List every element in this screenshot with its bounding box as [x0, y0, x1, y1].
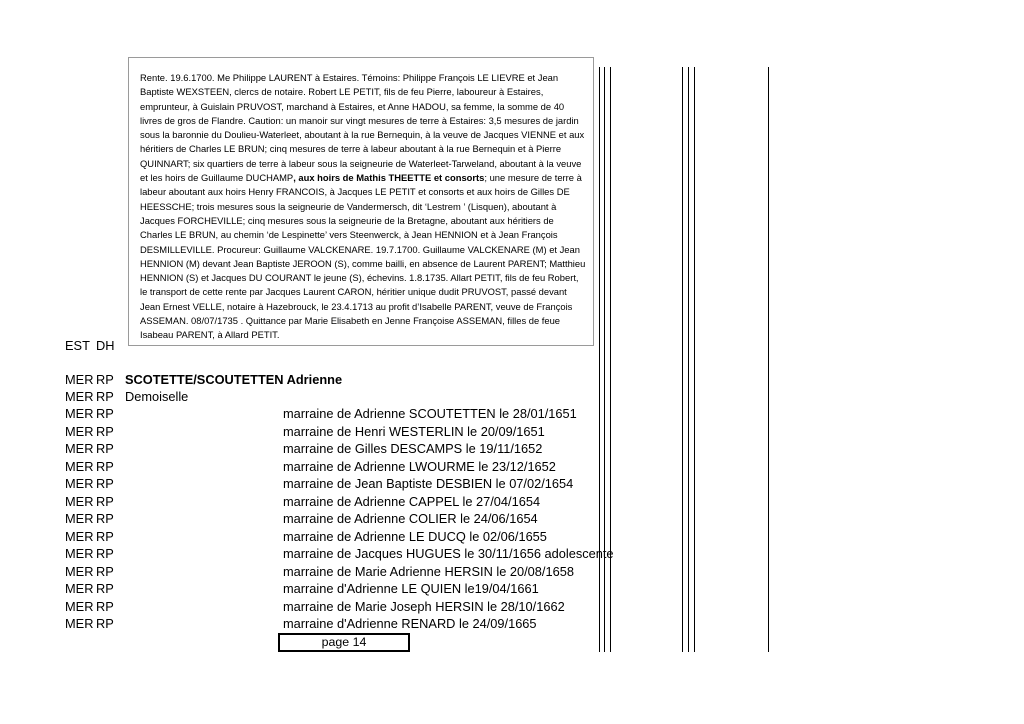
code-rp: RP — [96, 528, 114, 544]
entry-text: marraine d'Adrienne LE QUIEN le19/04/1661 — [283, 581, 539, 596]
entry-text: marraine de Adrienne COLIER le 24/06/1654 — [283, 511, 538, 526]
code-mer: MER — [65, 406, 94, 421]
code-mer: MER — [65, 493, 94, 509]
column-rule-3 — [610, 67, 611, 652]
person-title: Demoiselle — [125, 389, 189, 404]
column-rule-7 — [768, 67, 769, 652]
code-rp: RP — [96, 493, 114, 509]
code-rp: RP — [96, 372, 114, 387]
entry-text: marraine de Marie Adrienne HERSIN le 20/08/1658 — [283, 563, 574, 579]
code-mer: MER — [65, 389, 94, 404]
code-rp: RP — [96, 458, 114, 474]
entry-text: marraine de Jean Baptiste DESBIEN le 07/02/1654 — [283, 476, 574, 491]
entry-text: marraine de Henri WESTERLIN le 20/09/1651 — [283, 423, 545, 439]
code-mer: MER — [65, 476, 94, 491]
code-rp: RP — [96, 546, 114, 561]
code-mer: MER — [65, 372, 94, 387]
entry-text: marraine de Adrienne LWOURME le 23/12/1652 — [283, 458, 556, 474]
code-rp: RP — [96, 476, 114, 491]
entry-text: marraine de Gilles DESCAMPS le 19/11/1652 — [283, 441, 543, 456]
person-name: SCOTETTE/SCOUTETTEN Adrienne — [125, 372, 343, 387]
code-rp: RP — [96, 598, 114, 614]
code-mer: MER — [65, 423, 94, 439]
code-mer: MER — [65, 598, 94, 614]
code-mer: MER — [65, 616, 94, 631]
code-rp: RP — [96, 581, 114, 596]
entry-text: marraine de Marie Joseph HERSIN le 28/10/1662 — [283, 598, 565, 614]
note-text-part1: Rente. 19.6.1700. Me Philippe LAURENT à Estaires. Témoins: Philippe François LE LIEVRE et Jean Baptiste WEXSTEEN, clercs de notaire. Robert LE PETIT, fils de feu Pierre, laboureur à Estaires, emprunteur, à Guislain PRUVOST, marchand à Estaires, et Anne HADOU, sa femme, la somme de 40 livres de gros de Flandre. Caution: un manoir sur vingt mesures de terre à Estaires: 3,5 mesures de jardin sous la baronnie du Doulieu-Waterleet, aboutant à la rue Bernequin, à la veuve de Jacques VIENNE et aux héritiers de Charles LE BRUN; cinq mesures de terre à labeur aboutant à la rue Bernequin et à Pierre QUINNART; six quartiers de terre à labeur sous la seigneurie de Waterleet-Tarweland, aboutant à la veuve et les hoirs de Guillaume DUCHAMP — [140, 72, 585, 184]
note-text-part2: ; une mesure de terre à labeur aboutant aux hoirs Henry FRANCOIS, à Jacques LE PETIT et consorts et aux hoirs de Gilles DE HEESSCHE; trois mesures sous la seigneurie de Vandermersch, dit ‘Lestrem ’ (Lisquen), aboutant à Jacques FORCHEVILLE; cinq mesures sous la seigneurie de la Bretagne, aboutant aux héritiers de Charles LE BRUN, au chemin ‘de Lespinette’ vers Steenwerck, à Jean HENNION et à Jean François DESMILLEVILLE. Procureur: Guillaume VALCKENARE. 19.7.1700. Guillaume VALCKENARE (M) et Jean HENNION (M) devant Jean Baptiste JEROON (S), comme bailli, en absence de Laurent PARENT; Matthieu HENNION (S) et Jacques DU COURANT le jeune (S), échevins. 1.8.1735. Allart PETIT, fils de feu Robert, le transport de cette rente par Jacques Laurent CARON, héritier unique dudit PRUVOST, passé devant Jean Ernest VELLE, notaire à Hazebrouck, le 23.4.1713 au profit d’Isabelle PARENT, veuve de François ASSEMAN. 08/07/1735 . Quittance par Marie Elisabeth en Jenne Françoise ASSEMAN, filles de feue Isabeau PARENT, à Allard PETIT. — [140, 172, 586, 341]
code-mer: MER — [65, 528, 94, 544]
code-rp: RP — [96, 511, 114, 526]
column-rule-6 — [694, 67, 695, 652]
entry-text: marraine de Jacques HUGUES le 30/11/1656 adolescente — [283, 546, 614, 561]
code-rp: RP — [96, 441, 114, 456]
code-rp: RP — [96, 423, 114, 439]
code-rp: RP — [96, 616, 114, 631]
column-rule-1 — [599, 67, 600, 652]
note-text-bold: , aux hoirs de Mathis THEETTE et consorts — [293, 172, 485, 184]
code-rp: RP — [96, 389, 114, 404]
note-text — [140, 71, 588, 343]
code-rp: RP — [96, 563, 114, 579]
code-mer: MER — [65, 441, 94, 456]
code-rp: RP — [96, 406, 114, 421]
entry-text: marraine d'Adrienne RENARD le 24/09/1665 — [283, 616, 537, 631]
entry-text: marraine de Adrienne CAPPEL le 27/04/1654 — [283, 493, 541, 509]
page-number: page 14 — [278, 633, 410, 652]
code-mer: MER — [65, 546, 94, 561]
code-mer: MER — [65, 581, 94, 596]
entry-text: marraine de Adrienne SCOUTETTEN le 28/01/1651 — [283, 406, 577, 421]
code-dh: DH — [96, 338, 115, 353]
column-rule-5 — [688, 67, 689, 652]
column-rule-2 — [604, 67, 605, 652]
code-mer: MER — [65, 511, 94, 526]
entry-text: marraine de Adrienne LE DUCQ le 02/06/1655 — [283, 528, 547, 544]
code-mer: MER — [65, 563, 94, 579]
code-est: EST — [65, 338, 90, 353]
column-rule-4 — [682, 67, 683, 652]
code-mer: MER — [65, 458, 94, 474]
